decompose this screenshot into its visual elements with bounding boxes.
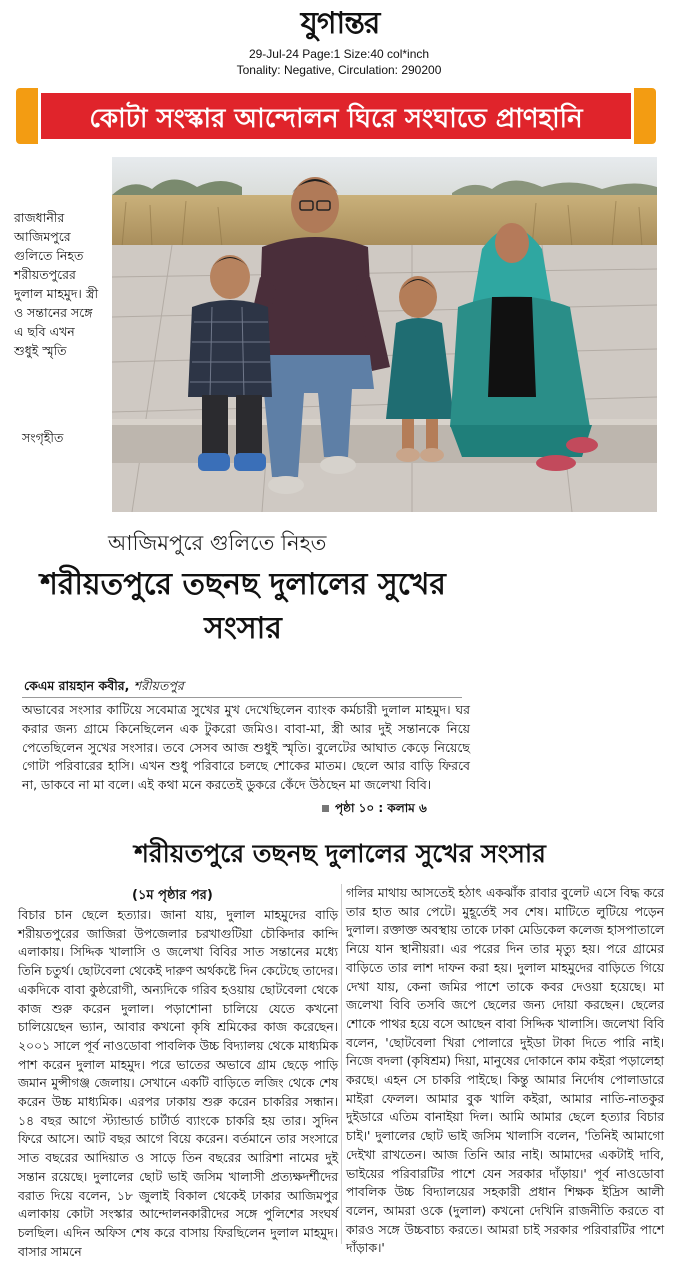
column-divider (341, 884, 342, 1244)
clipping-meta-line-2: Tonality: Negative, Circulation: 290200 (236, 63, 442, 77)
page-jump-text: পৃষ্ঠা ১০ : কলাম ৬ (335, 801, 427, 815)
square-bullet-icon (322, 805, 329, 812)
clipping-meta-line-1: 29-Jul-24 Page:1 Size:40 col*inch (248, 47, 430, 61)
family-photo (112, 157, 657, 512)
photo-caption: রাজধানীর আজিমপুরে গুলিতে নিহত শরীয়তপুরের দুলাল মাহমুদ। স্ত্রী ও সন্তানের সঙ্গে এ ছবি এখন শুধুই স্মৃতি (14, 210, 99, 358)
byline-location: শরীয়তপুর (133, 678, 184, 693)
page-jump (322, 800, 472, 820)
continuation-left-column: বিচার চান ছেলে হত্যার। জানা যায়, দুলাল মাহমুদের বাড়ি শরীয়তপুরের জাজিরা উপজেলার চরখাগুটিয়া চৌকিদার কান্দি এলাকায়। সিদ্দিক খালাসি ও জলেখা বিবির সাত সন্তানের মধ্যে তিনি চতুর্থ। ছোটবেলা থেকেই দারুণ অর্থকষ্টে দিন কেটেছে তাদের। একদিকে বাবা কুষ্ঠরোগী, অন্যদিকে গরিব হওয়ায় ছোটবেলা থেকে কাজ শুরু করেন দুলাল। পড়াশোনা চালিয়ে যেতে কখনো চালিয়েছেন ভ্যান, আবার কখনো কৃষি শ্রমিকের কাজ করেছেন। ২০০১ সালে পূর্ব নাওডোবা পাবলিক উচ্চ বিদ্যালয় থেকে মাধ্যমিক পাশ করেন দুলাল মাহমুদ। পরে ভাতের অভাবে গ্রাম ছেড়ে পাড়ি জমান মুন্সীগঞ্জ জেলায়। সেখানে একটি বাড়িতে লজিং থেকে শেষ করেন উচ্চ মাধ্যমিক। এরপর ঢাকায় শুরু করেন চাকরির সন্ধান। ১৪ বছর আগে স্ট্যান্ডার্ড চার্টার্ড ব্যাংকে চাকরি হয় তার। সুদিন ফিরে আসে। আট বছর আগে বিয়ে করেন। বর্তমানে তার সংসারে সাত বছরের আদিয়াত ও সাড়ে তিন বছরের আরিশা নামের দুই সন্তান রয়েছে। দুলালের ছোট ভাই জসিম খালাসী প্রত্যক্ষদর্শীদের বরাত দিয়ে বলেন, ১৮ জুলাই বিকাল থেকেই ঢাকার আজিমপুর এলাকায় কোটা সংস্কার আন্দোলনকারীদের সঙ্গে পুলিশের সংঘর্ষ চলছিল। এদিন অফিস শেষ করে বাসায় ফিরছিলেন দুলাল মাহমুদ। বাসার সামনে (18, 908, 338, 1259)
byline-name: কেএম রায়হান কবীর, (24, 678, 130, 693)
article-kicker: আজিমপুরে গুলিতে নিহত (108, 531, 327, 555)
article-byline (24, 678, 544, 698)
banner-text: কোটা সংস্কার আন্দোলন ঘিরে সংঘাতে প্রাণহানি (38, 90, 634, 142)
article-lead: অভাবের সংসার কাটিয়ে সবেমাত্র সুখের মুখ দেখেছিলেন ব্যাংক কর্মচারী দুলাল মাহমুদ। ঘর করার জন্য গ্রামে কিনেছিলেন এক টুকরো জমিও। বাবা-মা, স্ত্রী আর দুই সন্তানকে নিয়ে পেতেছিলেন সুখের সংসার। তবে সেসব আজ শুধুই স্মৃতি। বুলেটের আঘাত কেড়ে নিয়েছে গোটা পরিবারের হাসি। এখন শুধু পরিবারে চলছে শোকের মাতম। ছেলে আর বাড়ি ফিরবে না, ডাকবে না মা বলে। এই কথা মনে করতেই ডুকরে কেঁদে উঠছেন মা জলেখা বিবি। (22, 702, 470, 793)
article-headline: শরীয়তপুরে তছনছ দুলালের সুখের সংসার (40, 567, 446, 646)
newspaper-logo: যুগান্তর (300, 6, 380, 41)
continuation-note: (১ম পৃষ্ঠার পর) (132, 888, 213, 903)
continuation-right-column: গলির মাথায় আসতেই হঠাৎ একঝাঁক রাবার বুলেট এসে বিদ্ধ করে তার হাত আর পেটে। মুহূর্তেই সব শেষ। মাটিতে লুটিয়ে পড়েন দুলাল। রক্তাক্ত অবস্থায় তাকে ঢাকা মেডিকেল কলেজ হাসপাতালে নিয়ে যান স্থানীয়রা। এর পরের দিন তার মৃত্যু হয়। পরে গ্রামের বাড়িতে তার লাশ দাফন করা হয়। দুলাল মাহমুদের বাড়িতে গিয়ে দেখা যায়, কেনা জমির পাশে তাকে কবর দেওয়া হয়েছে। মা জলেখা বিবি তসবি জপে ছেলের জন্য দোয়া করছেন। ছেলের শোকে পাথর হয়ে বসে আছেন বাবা সিদ্দিক খালাসি। জলেখা বিবি বলেন, 'ছোটবেলা খিরা পোলারে দুইডা টাকা দিতে পারি নাই। নিজে বদলা (কৃষিশ্রম) দিয়া, মানুষের দোকানে কাম কইরা পড়ালেহা করছে। এহন সে চাকরি পাইছে। কিন্তু আমার নির্দোষ পোলাডারে মাইরা ফেলল। আমার বুক খালি কইরা, আমার নাতি-নাতকুর দুইডারে এতিম বানাইয়া দিল। আমি আমার ছেলে হত্যার বিচার চাই।' দুলালের ছোট ভাই জসিম খালাসি বলেন, 'তিনিই আমাগো দেইখা রাখতেন। আজ তিনি আর নাই। আমাদের একটাই দাবি, ভাইয়ের পরিবারটির পাশে যেন সরকার দাঁড়ায়।' পূর্ব নাওডোবা পাবলিক উচ্চ বিদ্যালয়ের সহকারী প্রধান শিক্ষক ইদ্রিস আলী বলেন, আমরা ওকে (দুলাল) কখনো দেখিনি রাজনীতি করতে বা কারও সঙ্গে উচ্চবাচ্য করতে। আমরা চাই সরকার পরিবারটির পাশে দাঁড়াক।' (346, 886, 664, 1256)
banner-accent-left (16, 88, 38, 144)
banner-accent-right (634, 88, 656, 144)
photo-credit: সংগৃহীত (22, 430, 64, 445)
byline-rule (22, 697, 462, 698)
topic-banner (16, 88, 656, 144)
continuation-headline: শরীয়তপুরে তছনছ দুলালের সুখের সংসার (134, 839, 546, 868)
